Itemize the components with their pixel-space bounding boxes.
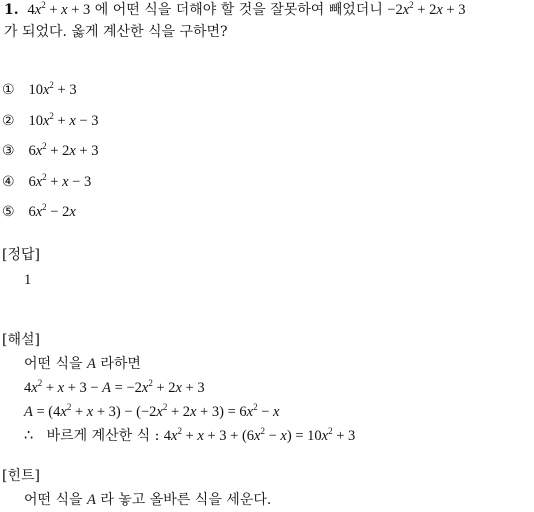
question-line-1 <box>4 0 465 20</box>
explanation-line-2: $4x^2 + x + 3 - A = -2x^2 + 2x + 3$ <box>24 378 205 396</box>
variable-a: A <box>87 492 96 508</box>
answer-label: [정답] <box>2 247 40 263</box>
hint-label: [힌트] <box>2 468 40 484</box>
explanation-label: [해설] <box>2 332 40 348</box>
option-2[interactable] <box>2 111 98 131</box>
explanation-text: 바르게 계산한 식 : <box>46 428 160 444</box>
question-text-a: 에 어떤 식을 더해야 할 것을 잘못하여 빼었더니 <box>94 2 383 18</box>
explanation-text: 라하면 <box>100 356 141 372</box>
variable-a: A <box>87 356 96 372</box>
question-expression: $4x^2 + x + 3$ <box>27 0 91 18</box>
option-marker: ② <box>2 113 15 129</box>
question-number: 1. <box>4 2 19 18</box>
hint-text-b: 라 놓고 올바른 식을 세운다. <box>100 492 272 508</box>
option-expression: $10x^2 + x - 3$ <box>28 111 99 129</box>
question-wrong-result: $-2x^2 + 2x + 3$ <box>387 0 466 18</box>
option-expression: $6x^2 + 2x + 3$ <box>28 141 99 159</box>
explanation-line-3: $A = (4x^2 + x + 3) - (-2x^2 + 2x + 3) = 6x^2 - x$ <box>24 402 280 420</box>
option-expression: $6x^2 + x - 3$ <box>28 172 92 190</box>
explanation-line-4 <box>24 426 355 446</box>
option-3[interactable] <box>2 141 98 161</box>
question-text-b: 가 되었다. 옳게 계산한 식을 구하면? <box>4 24 228 40</box>
answer-value: 1 <box>24 272 32 288</box>
option-expression: $6x^2 - 2x$ <box>28 202 76 220</box>
option-4[interactable] <box>2 172 91 192</box>
option-expression: $10x^2 + 3$ <box>28 80 77 98</box>
option-marker: ④ <box>2 174 15 190</box>
explanation-text: 어떤 식을 <box>24 356 83 372</box>
therefore-symbol: ∴ <box>24 428 34 444</box>
option-marker: ① <box>2 82 15 98</box>
option-1[interactable] <box>2 80 77 100</box>
option-marker: ③ <box>2 143 15 159</box>
hint-text <box>24 490 271 510</box>
option-5[interactable] <box>2 202 76 222</box>
question-line-2 <box>4 22 228 42</box>
option-marker: ⑤ <box>2 204 15 220</box>
explanation-line-1 <box>24 354 141 374</box>
final-expression: $4x^2 + x + 3 + (6x^2 - x) = 10x^2 + 3$ <box>163 426 356 444</box>
hint-text-a: 어떤 식을 <box>24 492 83 508</box>
